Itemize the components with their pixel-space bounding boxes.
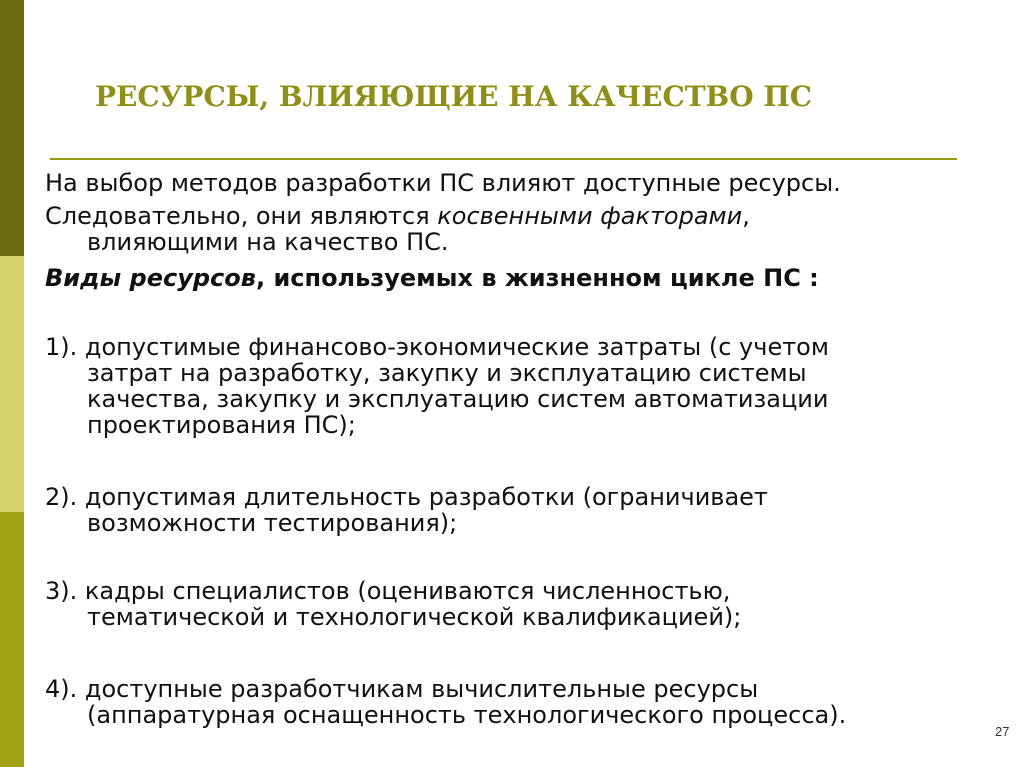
list-item-1-first-line: 1). допустимые финансово-экономические затраты (с учетом <box>45 333 829 361</box>
list-item-1-line-4: проектирования ПС); <box>87 411 356 439</box>
intro-line: На выбор методов разработки ПС влияют доступные ресурсы. <box>45 169 841 197</box>
list-item-4-line-2: (аппаратурная оснащенность технологического процесса). <box>87 701 847 729</box>
list-item-1 <box>45 334 995 438</box>
side-bar-segment-bottom <box>0 512 24 767</box>
side-bar-segment-top <box>0 0 24 256</box>
p2-italic-term: косвенными факторами <box>437 202 743 230</box>
list-item-1-line-2: затрат на разработку, закупку и эксплуатацию системы <box>87 359 807 387</box>
list-item-1-line-3: качества, закупку и эксплуатацию систем автоматизации <box>87 385 829 413</box>
slide-number: 27 <box>995 724 1010 739</box>
list-item-3-line-2: тематической и технологической квалификацией); <box>87 603 742 631</box>
side-bar-segment-middle <box>0 256 24 512</box>
list-item-4 <box>45 676 995 728</box>
resource-types-rest: , используемых в жизненном цикле ПС : <box>255 264 819 292</box>
resource-types-italic: Виды ресурсов <box>45 264 256 292</box>
slide-title: РЕСУРСЫ, ВЛИЯЮЩИЕ НА КАЧЕСТВО ПС <box>95 80 813 113</box>
list-item-4-first-line: 4). доступные разработчикам вычислительные ресурсы <box>45 675 759 703</box>
list-item-3-first-line: 3). кадры специалистов (оцениваются численностью, <box>45 577 731 605</box>
list-item-2-first-line: 2). допустимая длительность разработки (ограничивает <box>45 483 768 511</box>
list-item-3 <box>45 578 995 630</box>
title-underline <box>50 158 957 160</box>
p2-text-after: , <box>742 202 750 230</box>
list-item-2-line-2: возможности тестирования); <box>87 509 458 537</box>
indirect-factors-paragraph <box>45 203 995 255</box>
p2-continuation: влияющими на качество ПС. <box>87 228 449 256</box>
p2-text-before: Следовательно, они являются <box>45 202 438 230</box>
list-item-2 <box>45 484 995 536</box>
resource-types-heading <box>45 265 995 291</box>
